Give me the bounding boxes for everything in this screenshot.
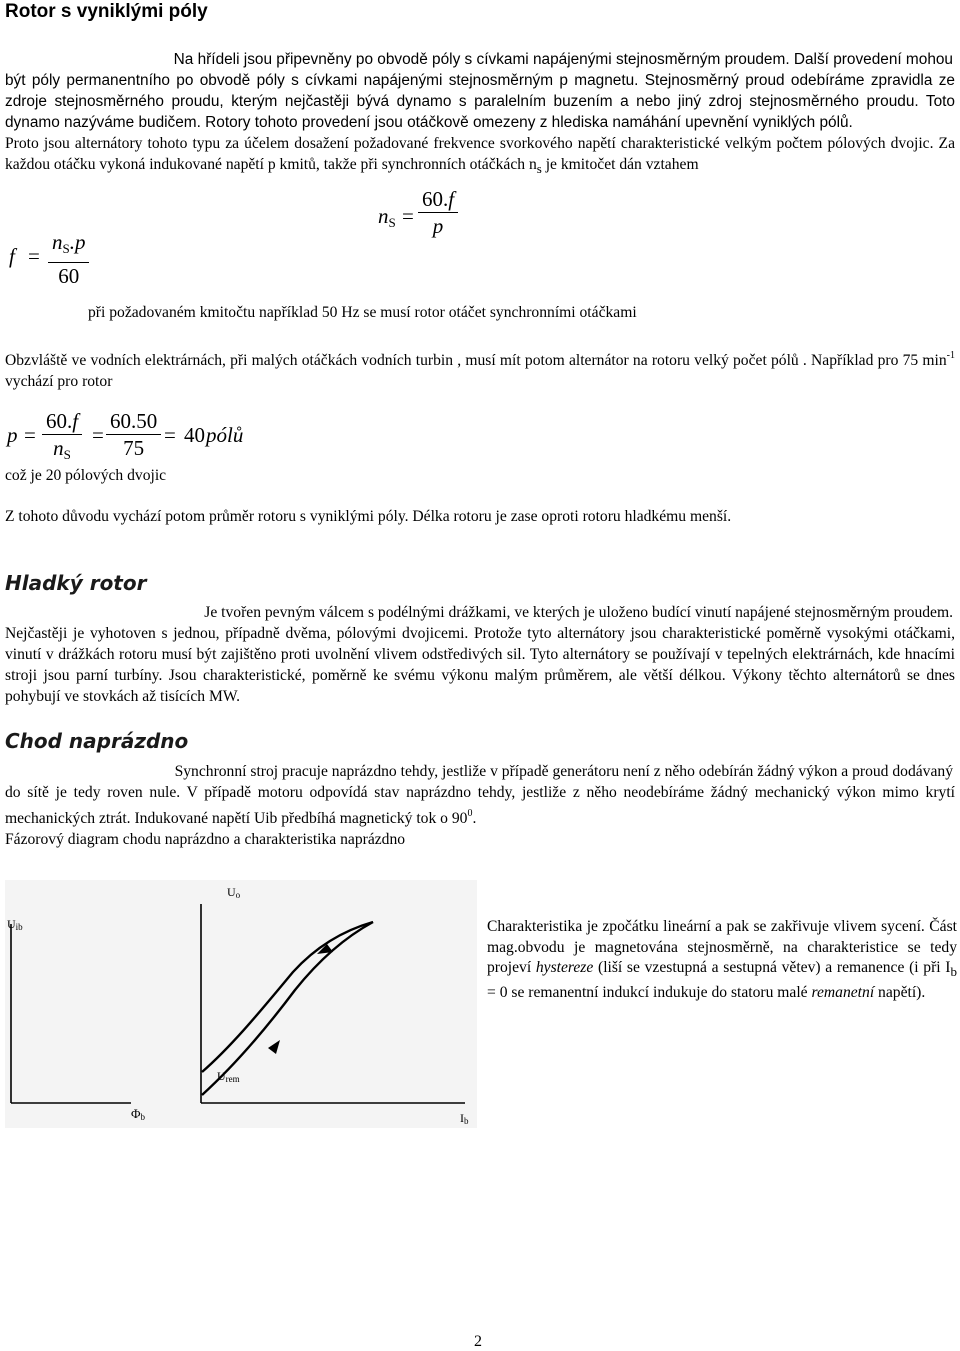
arrow-up-icon [268,1040,280,1054]
equals-sign: = [164,423,176,447]
var-f: f [448,187,455,211]
equals-sign: = [28,244,40,268]
paragraph-text: být póly permanentního po obvodě póly s cívkami napájenými stejnosměrným p magnetu. Stejnosměrný proud odebíráme zpravidla ze zdroje stejnosměrného proudu, kterým nejčastěji bývá dynamo s paralelním buzením a nebo jiný zdroj stejnosměrného proudu. Toto dynamo nazýváme budičem. Rotory tohoto provedení jsou otáčkově omezeny z hlediska namáhání upevnění vyniklých pólů. [5,72,955,131]
svg-text:Uib [7,917,23,932]
paragraph-hladky-rotor [5,602,955,707]
paragraph-chod-naprazdno [5,761,955,850]
text-line: Z tohoto důvodu vychází potom průměr rotoru s vyniklými póly. Délka rotoru je zase oproti rotoru hladkému menší. [5,508,732,525]
paragraph-alternatory [5,133,955,179]
subscript: S [62,241,70,256]
var-p: p [7,423,18,447]
equals-sign: = [24,423,36,447]
numerator: 60. [46,409,73,433]
page-number: 2 [474,1333,482,1350]
text-segment: napětí). [874,983,926,1001]
emphasis-remanetni: remanetní [811,983,875,1001]
paragraph-text: Obzvláště ve vodních elektrárnách, při malých otáčkách vodních turbin , musí mít potom alternátor na rotoru velký počet pólů . Například pro 75 min [5,352,947,369]
label-urem-sub: rem [225,1074,240,1084]
paragraph-line: Na hřídeli jsou připevněny po obvodě póly s cívkami napájenými stejnosměrným proudem. Další provedení mohou [173,51,953,68]
curve-ascending [202,922,373,1095]
paragraph-text: vychází pro rotor [5,373,113,390]
var-f: f [72,409,79,433]
label-phib-sub: b [140,1112,146,1122]
subscript: s [536,161,542,176]
section-title-rotor-vynikle: Rotor s vyniklými póly [5,1,208,22]
paragraph-text: Nejčastěji je vyhotoven s jednou, případně dvěma, pólovými dvojicemi. Protože tyto alternátory jsou charakteristické poměrně vysokými otáčkami, vinutí v drážkách rotoru musí být zajištěno proti uvolnění vlivem odstředivých sil. Tyto alternátory se používají v tepelných elektrárnách, kde hnacími stroji jsou parní turbíny. Jsou charakteristické, poměrně ke svému výkonu malým průměrem, ale větší délkou. Výkony těchto alternátorů se dnes pohybují ve stovkách až tisících MW. [5,625,955,705]
paragraph-text: Proto jsou alternátory tohoto typu za účelem dosažení požadované frekvence svorkového napětí charakteristické velkým počtem pólových dvojic. Za každou otáčku vykoná indukované napětí p kmitů, takže při synchronních otáčkách n [5,135,955,173]
subscript: S [388,215,396,230]
figure-diagram [5,880,477,1128]
svg-text:Φb [131,1106,146,1122]
curve-descending [202,922,373,1072]
text-line: při požadovaném kmitočtu například 50 Hz se musí rotor otáčet synchronními otáčkami [88,304,637,321]
paragraph-text: do sítě je tedy roven nule. V případě motoru odpovídá stav naprázdno tehdy, jestliže z něho neodebíráme žádný mechanický výkon mimo krytí mechanických ztrát. Indukované napětí Uib předbíhá magnetický tok o 90 [5,784,955,827]
paragraph-line: Je tvořen pevným válcem s podélnými drážkami, ve kterých je uloženo budící vinutí napájené stejnosměrným proudem. [204,604,953,621]
superscript: -1 [946,350,955,361]
label-phib: Φ [131,1106,141,1121]
text-line: což je 20 pólových dvojic [5,467,167,484]
var-p: .p [69,230,86,254]
section-title-hladky-rotor: Hladký rotor [5,571,147,595]
paragraph-line: Synchronní stroj pracuje naprázdno tehdy, jestliže v případě generátoru není z něho odebírán žádný výkon a proud dodávaný [174,763,953,780]
label-urem: U [217,1069,226,1083]
text-segment: = 0 se remanentní indukcí indukuje do statoru malé [487,983,812,1001]
var-n: n [52,230,63,254]
label-u0: U [227,885,236,899]
label-ib-sub: b [464,1116,469,1126]
numerator: 60.50 [110,409,158,433]
fraction [42,408,82,468]
equals-sign: = [92,423,104,447]
text-segment: (liší se vzestupná a sestupná větev) a remanence (i při I [593,959,951,976]
emphasis-hystereze: hystereze [535,959,594,976]
denominator: 60 [48,262,89,289]
diagram-svg [5,880,477,1128]
label-u0-sub: o [235,890,241,900]
subscript: b [950,964,957,979]
fraction [418,186,458,239]
paragraph-rotor-intro [5,49,955,133]
section-title-chod-naprazdno: Chod naprázdno [5,729,189,753]
var-n: n [378,204,389,228]
paragraph-text: . [472,810,477,827]
fraction [48,229,89,289]
label-uib-sub: ib [15,922,23,932]
label-uib: U [7,917,16,931]
label-ib: I [460,1111,464,1125]
subscript: S [63,447,71,462]
var-n: n [53,436,64,460]
equals-sign: = [402,204,414,228]
paragraph-text: je kmitočet dán vztahem [541,156,699,173]
unit: pólů [206,423,244,447]
numerator: 60. [422,187,449,211]
var-f: f [9,244,15,268]
result-value: 40 [184,423,205,447]
svg-text:Urem [217,1069,240,1084]
var-p: p [432,214,444,238]
svg-text:Ib [460,1111,469,1126]
text-segment: Charakteristika je zpočátku lineární a pak se zakřivuje vlivem sycení. Část mag.obvodu je magnetována stejnosměrně, na charakteristice se tedy projeví [487,918,957,976]
superscript: 0 [467,808,473,819]
denominator: 75 [106,434,161,461]
paragraph-vodni-elektrarny [5,345,955,392]
figure-caption: Fázorový diagram chodu naprázdno a charakteristika naprázdno [5,831,406,848]
svg-text:Uo [227,885,241,900]
fraction [106,408,161,461]
characteristic-description [487,917,957,1003]
